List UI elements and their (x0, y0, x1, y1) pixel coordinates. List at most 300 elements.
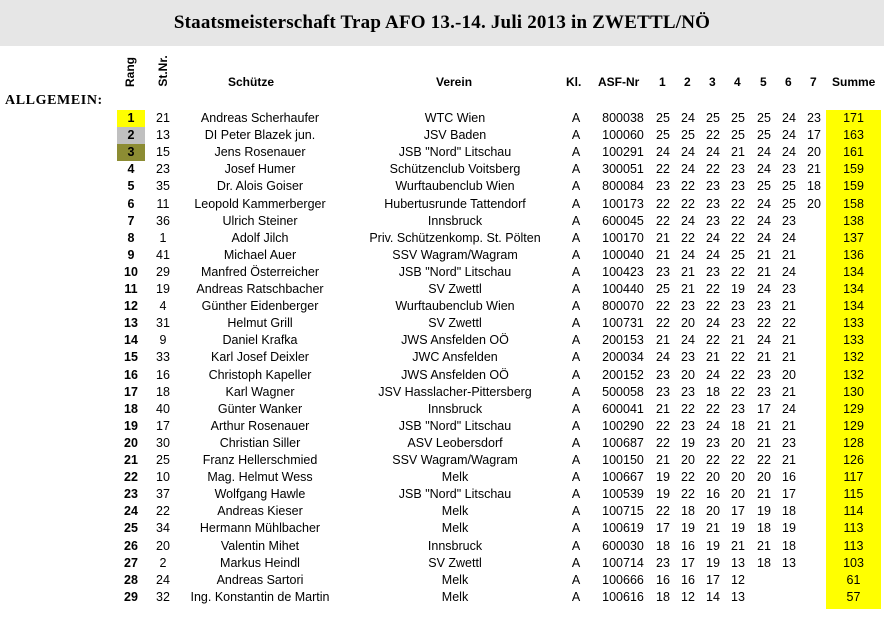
round-score-cell: 24 (706, 247, 720, 262)
total-score-cell: 103 (843, 555, 864, 570)
round-score-cell: 17 (731, 504, 745, 519)
round-score-cell: 20 (681, 453, 695, 467)
round-score-cell: 24 (706, 230, 720, 245)
rank-cell: 14 (124, 333, 138, 348)
total-score-cell: 128 (843, 435, 864, 450)
asf-number-cell: 200034 (602, 350, 644, 365)
round-score-cell: 21 (706, 521, 720, 536)
round-score-cell: 22 (731, 196, 745, 211)
rank-cell: 18 (124, 401, 138, 416)
start-number-cell: 16 (156, 367, 170, 382)
start-number-cell: 29 (156, 264, 170, 279)
round-score-cell: 13 (731, 555, 745, 570)
class-cell: A (571, 264, 581, 279)
shooter-name-cell: Christoph Kapeller (208, 367, 312, 382)
club-cell: JSB "Nord" Litschau (398, 418, 512, 433)
round-score-cell: 24 (782, 264, 796, 279)
club-cell: Schützenclub Voitsberg (389, 162, 521, 177)
club-cell: SV Zwettl (428, 316, 482, 331)
round-score-cell: 22 (706, 401, 720, 416)
rank-cell: 6 (127, 196, 135, 211)
round-score-cell: 24 (782, 401, 796, 416)
round-score-cell: 22 (706, 128, 720, 143)
shooter-name-cell: Andreas Scherhaufer (200, 111, 320, 125)
round-score-cell: 17 (807, 128, 821, 143)
round-score-cell: 21 (782, 384, 796, 399)
table-row (0, 315, 884, 332)
class-cell: A (571, 230, 581, 245)
shooter-name-cell: Valentin Mihet (220, 538, 300, 553)
start-number-cell: 1 (159, 230, 167, 245)
round-score-cell: 21 (782, 333, 796, 348)
round-score-cell (805, 315, 823, 332)
round-score-cell: 21 (782, 418, 796, 433)
club-cell: Priv. Schützenkomp. St. Pölten (369, 230, 541, 245)
round-score-cell: 20 (681, 316, 695, 331)
round-score-cell: 23 (757, 384, 771, 399)
start-number-cell: 37 (156, 487, 170, 502)
round-score-cell (805, 384, 823, 401)
class-cell: A (571, 196, 581, 211)
round-score-cell: 22 (731, 230, 745, 245)
table-row (0, 196, 884, 213)
round-score-cell (755, 589, 773, 606)
round-score-cell: 24 (706, 145, 720, 160)
asf-number-cell: 200152 (602, 367, 644, 382)
round-score-cell: 22 (706, 299, 720, 314)
table-row (0, 589, 884, 606)
asf-number-cell: 100040 (602, 247, 644, 262)
round-score-cell (805, 281, 823, 298)
round-score-cell: 22 (731, 367, 745, 382)
header-kl: Kl. (566, 75, 582, 89)
total-score-cell: 129 (843, 401, 864, 416)
asf-number-cell: 300051 (602, 162, 644, 177)
round-score-cell: 21 (706, 350, 720, 365)
round-score-cell: 23 (681, 418, 695, 433)
round-score-cell: 25 (656, 282, 670, 296)
round-score-cell: 25 (782, 196, 796, 211)
asf-number-cell: 100290 (602, 418, 644, 433)
table-row (0, 247, 884, 264)
round-score-cell: 24 (757, 196, 771, 211)
club-cell: Melk (441, 470, 469, 485)
club-cell: JSB "Nord" Litschau (398, 264, 512, 279)
asf-number-cell: 100150 (602, 453, 644, 467)
table-row (0, 538, 884, 555)
start-number-cell: 10 (156, 470, 170, 485)
round-score-cell: 23 (681, 299, 695, 314)
round-score-cell: 22 (706, 282, 720, 296)
round-score-cell (805, 418, 823, 435)
shooter-name-cell: DI Peter Blazek jun. (204, 128, 316, 143)
round-score-cell (805, 401, 823, 418)
shooter-name-cell: Hermann Mühlbacher (199, 521, 321, 536)
asf-number-cell: 100423 (602, 264, 644, 279)
table-row (0, 384, 884, 401)
rank-cell: 5 (127, 179, 135, 194)
round-score-cell: 21 (731, 538, 745, 553)
round-score-cell: 25 (731, 247, 745, 262)
rank-cell: 28 (124, 572, 138, 587)
round-score-cell: 19 (731, 521, 745, 536)
round-score-cell: 17 (782, 487, 796, 502)
round-score-cell: 21 (757, 487, 771, 502)
start-number-cell: 30 (156, 435, 170, 450)
total-score-cell: 113 (843, 521, 864, 536)
class-cell: A (571, 213, 581, 228)
asf-number-cell: 100619 (602, 521, 644, 536)
round-score-cell: 22 (656, 418, 670, 433)
round-score-cell: 25 (757, 128, 771, 143)
start-number-cell: 36 (156, 213, 170, 228)
round-score-cell (805, 435, 823, 452)
total-score-cell: 117 (843, 470, 864, 485)
round-score-cell: 24 (681, 333, 695, 348)
round-score-cell: 21 (681, 264, 695, 279)
club-cell: Innsbruck (427, 213, 483, 228)
round-score-cell: 23 (681, 384, 695, 399)
round-score-cell (805, 469, 823, 486)
asf-number-cell: 100666 (602, 572, 644, 587)
round-score-cell: 22 (731, 213, 745, 228)
shooter-name-cell: Karl Josef Deixler (211, 350, 309, 365)
class-cell: A (571, 418, 581, 433)
club-cell: Wurftaubenclub Wien (395, 179, 515, 194)
start-number-cell: 2 (159, 555, 167, 570)
class-cell: A (571, 487, 581, 502)
round-score-cell: 24 (757, 333, 771, 348)
total-score-cell: 133 (843, 316, 864, 331)
rank-cell: 3 (117, 144, 145, 161)
round-score-cell: 21 (782, 299, 796, 314)
total-score-cell: 114 (843, 504, 864, 519)
header-stnr: St.Nr. (156, 55, 170, 87)
asf-number-cell: 500058 (602, 384, 644, 399)
section-label: ALLGEMEIN: (5, 93, 103, 108)
round-score-cell: 24 (782, 111, 796, 125)
start-number-cell: 24 (156, 572, 170, 587)
round-score-cell: 19 (706, 555, 720, 570)
start-number-cell: 32 (156, 589, 170, 604)
table-row (0, 469, 884, 486)
round-score-cell: 19 (757, 504, 771, 519)
club-cell: Melk (441, 521, 469, 536)
shooter-name-cell: Manfred Österreicher (200, 264, 320, 279)
shooter-name-cell: Jens Rosenauer (214, 145, 306, 160)
round-score-cell: 22 (731, 384, 745, 399)
class-cell: A (571, 367, 581, 382)
round-score-cell: 16 (706, 487, 720, 502)
total-score-cell: 129 (843, 418, 864, 433)
class-cell: A (571, 145, 581, 160)
club-cell: Melk (441, 504, 469, 519)
asf-number-cell: 100687 (602, 435, 644, 450)
club-cell: JWS Ansfelden OÖ (401, 367, 509, 382)
round-score-cell: 18 (681, 504, 695, 519)
shooter-name-cell: Mag. Helmut Wess (207, 470, 313, 485)
round-score-cell: 21 (782, 453, 796, 467)
round-score-cell (805, 349, 823, 366)
start-number-cell: 18 (156, 384, 170, 399)
round-score-cell: 18 (731, 418, 745, 433)
table-row (0, 127, 884, 144)
round-score-cell (805, 332, 823, 349)
round-score-cell (805, 486, 823, 503)
round-score-cell: 24 (782, 128, 796, 143)
club-cell: WTC Wien (424, 111, 486, 125)
start-number-cell: 21 (156, 111, 170, 125)
rank-cell: 20 (124, 435, 138, 450)
round-score-cell (805, 367, 823, 384)
round-score-cell: 18 (706, 384, 720, 399)
round-score-cell: 24 (757, 213, 771, 228)
title-bar (0, 0, 884, 46)
round-score-cell: 24 (706, 316, 720, 331)
total-score-cell: 130 (843, 384, 864, 399)
asf-number-cell: 600030 (602, 538, 644, 553)
shooter-name-cell: Günter Wanker (217, 401, 303, 416)
round-score-cell: 22 (656, 299, 670, 314)
club-cell: JSB "Nord" Litschau (398, 487, 512, 502)
start-number-cell: 19 (156, 282, 170, 296)
shooter-name-cell: Dr. Alois Goiser (216, 179, 304, 194)
round-score-cell: 24 (706, 418, 720, 433)
round-score-cell: 23 (656, 555, 670, 570)
round-score-cell (805, 264, 823, 281)
round-score-cell (780, 572, 798, 589)
start-number-cell: 17 (156, 418, 170, 433)
table-row (0, 110, 884, 127)
asf-number-cell: 100440 (602, 282, 644, 296)
rank-cell: 2 (117, 127, 145, 144)
round-score-cell: 21 (656, 247, 670, 262)
total-score-cell: 159 (843, 162, 864, 177)
header-round-1: 1 (659, 75, 666, 89)
round-score-cell: 21 (731, 145, 745, 160)
asf-number-cell: 100539 (602, 487, 644, 502)
round-score-cell: 23 (731, 316, 745, 331)
round-score-cell: 23 (782, 213, 796, 228)
start-number-cell: 35 (156, 179, 170, 194)
header-schuetze: Schütze (228, 75, 275, 89)
class-cell: A (571, 128, 581, 143)
round-score-cell: 18 (782, 538, 796, 553)
round-score-cell: 25 (681, 128, 695, 143)
asf-number-cell: 100060 (602, 128, 644, 143)
round-score-cell: 21 (807, 162, 821, 177)
round-score-cell: 25 (731, 128, 745, 143)
round-score-cell: 22 (656, 196, 670, 211)
shooter-name-cell: Karl Wagner (225, 384, 295, 399)
shooter-name-cell: Markus Heindl (220, 555, 300, 570)
round-score-cell: 22 (731, 350, 745, 365)
class-cell: A (571, 555, 581, 570)
round-score-cell: 20 (782, 367, 796, 382)
round-score-cell: 23 (706, 179, 720, 194)
asf-number-cell: 100715 (602, 504, 644, 519)
round-score-cell: 18 (807, 179, 821, 194)
total-score-cell: 57 (846, 589, 861, 604)
round-score-cell: 22 (681, 487, 695, 502)
shooter-name-cell: Christian Siller (219, 435, 301, 450)
header-asf: ASF-Nr (598, 75, 640, 89)
round-score-cell: 17 (656, 521, 670, 536)
round-score-cell: 22 (656, 504, 670, 519)
table-row (0, 367, 884, 384)
table-row (0, 213, 884, 230)
club-cell: SV Zwettl (428, 555, 482, 570)
total-score-cell: 159 (843, 179, 864, 194)
round-score-cell: 20 (807, 145, 821, 160)
shooter-name-cell: Wolfgang Hawle (214, 487, 306, 502)
rank-cell: 16 (124, 367, 138, 382)
round-score-cell: 24 (681, 213, 695, 228)
shooter-name-cell: Josef Humer (224, 162, 296, 177)
shooter-name-cell: Michael Auer (223, 247, 297, 262)
table-row (0, 452, 884, 469)
table-row (0, 332, 884, 349)
header-round-3: 3 (709, 75, 716, 89)
class-cell: A (571, 572, 581, 587)
club-cell: Innsbruck (427, 538, 483, 553)
rank-cell: 22 (124, 470, 138, 485)
club-cell: Innsbruck (427, 401, 483, 416)
round-score-cell: 21 (757, 418, 771, 433)
header-summe: Summe (832, 75, 876, 89)
class-cell: A (571, 350, 581, 365)
round-score-cell (805, 247, 823, 264)
rank-cell: 8 (127, 230, 135, 245)
rank-cell: 23 (124, 487, 138, 502)
asf-number-cell: 100291 (602, 145, 644, 160)
round-score-cell (805, 503, 823, 520)
round-score-cell: 23 (757, 299, 771, 314)
round-score-cell: 21 (731, 333, 745, 348)
round-score-cell: 20 (757, 470, 771, 485)
total-score-cell: 126 (843, 453, 864, 467)
round-score-cell: 17 (706, 572, 720, 587)
club-cell: Hubertusrunde Tattendorf (384, 196, 526, 211)
table-row (0, 144, 884, 161)
round-score-cell: 24 (681, 247, 695, 262)
round-score-cell: 25 (656, 128, 670, 143)
start-number-cell: 4 (159, 299, 167, 314)
start-number-cell: 13 (156, 128, 170, 143)
start-number-cell: 22 (156, 504, 170, 519)
header-rang: Rang (123, 57, 137, 87)
asf-number-cell: 800084 (602, 179, 644, 194)
total-score-cell: 134 (843, 264, 864, 279)
round-score-cell: 22 (681, 230, 695, 245)
rank-cell: 4 (127, 162, 135, 177)
round-score-cell: 24 (782, 230, 796, 245)
class-cell: A (571, 401, 581, 416)
round-score-cell: 23 (757, 367, 771, 382)
round-score-cell: 22 (656, 162, 670, 177)
shooter-name-cell: Andreas Ratschbacher (196, 282, 324, 296)
total-score-cell: 113 (843, 538, 864, 553)
round-score-cell: 22 (656, 435, 670, 450)
start-number-cell: 23 (156, 162, 170, 177)
round-score-cell (805, 555, 823, 572)
round-score-cell: 23 (706, 196, 720, 211)
class-cell: A (571, 162, 581, 177)
table-row (0, 555, 884, 572)
rank-cell: 1 (117, 110, 145, 127)
start-number-cell: 31 (156, 316, 170, 331)
table-row (0, 435, 884, 452)
round-score-cell: 23 (706, 435, 720, 450)
table-row (0, 486, 884, 503)
total-score-cell: 158 (843, 196, 864, 211)
table-row (0, 178, 884, 195)
round-score-cell: 24 (656, 350, 670, 365)
round-score-cell: 17 (757, 401, 771, 416)
round-score-cell: 23 (782, 282, 796, 296)
round-score-cell: 22 (656, 213, 670, 228)
rank-cell: 26 (124, 538, 138, 553)
round-score-cell: 21 (681, 282, 695, 296)
round-score-cell: 24 (757, 162, 771, 177)
round-score-cell: 24 (656, 145, 670, 160)
round-score-cell: 23 (731, 179, 745, 194)
rank-cell: 10 (124, 264, 138, 279)
shooter-name-cell: Ing. Konstantin de Martin (190, 589, 330, 604)
asf-number-cell: 200153 (602, 333, 644, 348)
round-score-cell: 23 (706, 264, 720, 279)
club-cell: JSV Hasslacher-Pittersberg (378, 384, 532, 399)
shooter-name-cell: Andreas Sartori (216, 572, 304, 587)
page-title: Staatsmeisterschaft Trap AFO 13.-14. Juli 2013 in ZWETTL/NÖ (173, 12, 711, 33)
asf-number-cell: 600045 (602, 213, 644, 228)
asf-number-cell: 600041 (602, 401, 644, 416)
round-score-cell: 13 (731, 589, 745, 604)
round-score-cell: 21 (656, 401, 670, 416)
total-score-cell: 161 (843, 145, 864, 160)
round-score-cell: 19 (656, 487, 670, 502)
round-score-cell: 25 (706, 111, 720, 125)
round-score-cell: 21 (757, 538, 771, 553)
round-score-cell (805, 520, 823, 537)
rank-cell: 27 (124, 555, 138, 570)
table-row (0, 401, 884, 418)
table-row (0, 349, 884, 366)
round-score-cell: 24 (757, 230, 771, 245)
class-cell: A (571, 589, 581, 604)
round-score-cell: 21 (757, 264, 771, 279)
club-cell: JWS Ansfelden OÖ (401, 333, 509, 348)
rank-cell: 21 (124, 453, 138, 467)
header-round-2: 2 (684, 75, 691, 89)
start-number-cell: 25 (156, 453, 170, 467)
shooter-name-cell: Ulrich Steiner (222, 213, 298, 228)
class-cell: A (571, 504, 581, 519)
header-verein: Verein (436, 75, 473, 89)
club-cell: Wurftaubenclub Wien (395, 299, 515, 314)
round-score-cell: 23 (731, 299, 745, 314)
round-score-cell: 21 (656, 453, 670, 467)
round-score-cell (805, 572, 823, 589)
shooter-name-cell: Franz Hellerschmied (202, 453, 318, 467)
round-score-cell: 16 (656, 572, 670, 587)
start-number-cell: 9 (159, 333, 167, 348)
class-cell: A (571, 453, 581, 467)
start-number-cell: 41 (156, 247, 170, 262)
club-cell: Melk (441, 572, 469, 587)
total-score-cell: 136 (843, 247, 864, 262)
shooter-name-cell: Andreas Kieser (217, 504, 303, 519)
